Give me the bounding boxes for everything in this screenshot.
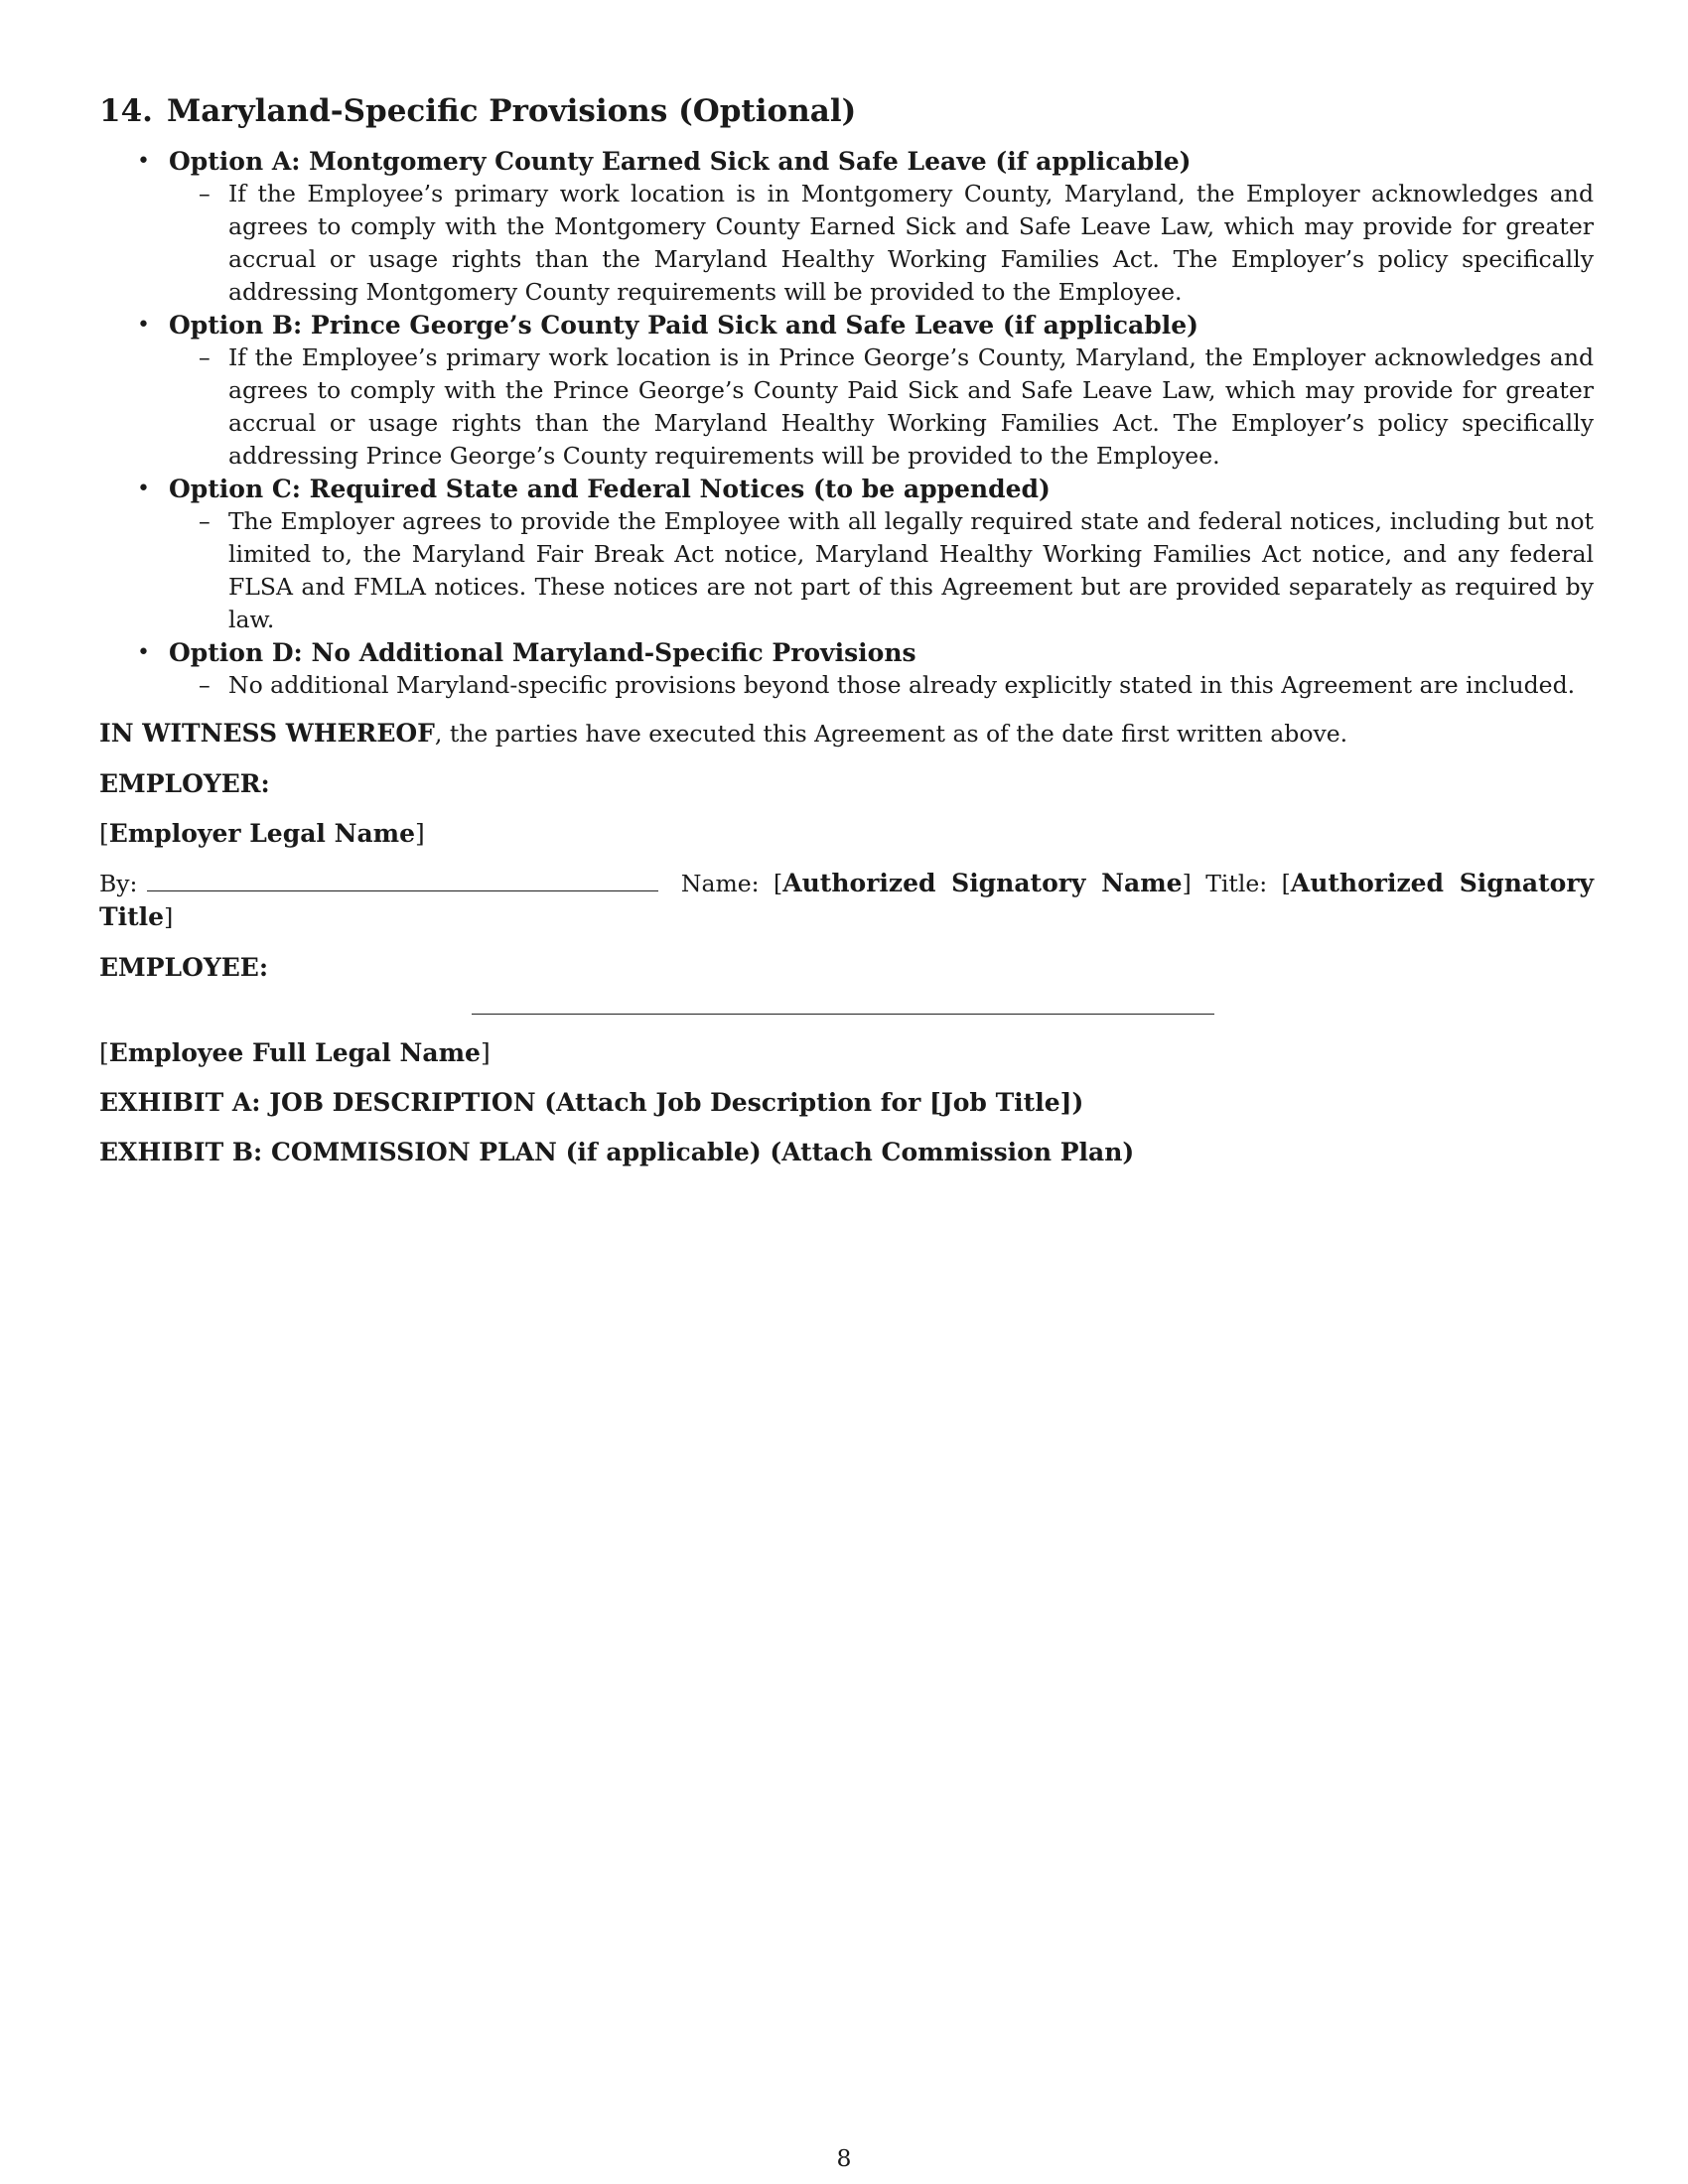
dash-icon: – <box>199 507 211 535</box>
document-page <box>99 91 1594 1168</box>
employer-heading: EMPLOYER: <box>99 769 270 798</box>
option-d <box>99 636 1594 702</box>
name-label: Name: <box>680 870 760 897</box>
signatory-title: Authorized Signatory Title <box>99 869 1595 931</box>
employee-heading: EMPLOYEE: <box>99 953 269 982</box>
option-text: – No additional Maryland-specific provisions beyond those already explicitly stated in this Agreement are included. <box>169 669 1594 702</box>
title-label: Title: <box>1205 870 1268 897</box>
employer-legal-name: Employer Legal Name <box>108 819 416 848</box>
witness-clause <box>99 717 1594 751</box>
page-number: 8 <box>836 2144 852 2172</box>
witness-lead: IN WITNESS WHEREOF <box>99 719 435 748</box>
section-heading <box>99 91 1594 131</box>
option-b <box>99 309 1594 473</box>
dash-icon: – <box>199 180 211 207</box>
bullet-icon: • <box>137 149 150 174</box>
by-label: By: <box>99 870 138 897</box>
option-c <box>99 473 1594 636</box>
bullet-icon: • <box>137 313 150 338</box>
option-text: – The Employer agrees to provide the Employee with all legally required state and federal notices, including but not limited to, the Maryland Fair Break Act notice, Maryland Healthy Working Families Act notice, and any federal FLSA and FMLA notices. These notices are not part of this Agreement but are provided separately as required by law. <box>199 507 1594 633</box>
employee-legal-name-line: [Employee Full Legal Name] <box>99 1038 491 1067</box>
employee-signature-line[interactable] <box>472 1014 1214 1015</box>
section-number: 14. <box>99 93 153 129</box>
section-title: Maryland-Specific Provisions (Optional) <box>166 93 857 129</box>
option-text: – If the Employee’s primary work location is in Prince George’s County, Maryland, the Employer acknowledges and agrees to comply with the Prince George’s County Paid Sick and Safe Leave Law, which may provide for greater accrual or usage rights than the Maryland Healthy Working Families Act. The Employer’s policy specifically addressing Prince George’s County requirements will be provided to the Employee. <box>199 343 1594 470</box>
dash-icon: – <box>199 671 211 699</box>
signatory-name: Authorized Signatory Name <box>782 869 1183 897</box>
options-list <box>99 145 1594 702</box>
option-title: Option D: No Additional Maryland-Specific Provisions <box>169 638 916 667</box>
dash-icon: – <box>199 343 211 371</box>
option-title: Option A: Montgomery County Earned Sick and Safe Leave (if applicable) <box>169 147 1192 176</box>
option-title: Option B: Prince George’s County Paid Sick and Safe Leave (if applicable) <box>169 311 1198 340</box>
bullet-icon: • <box>137 640 150 665</box>
option-text: – If the Employee’s primary work location is in Montgomery County, Maryland, the Employer acknowledges and agrees to comply with the Montgomery County Earned Sick and Safe Leave Law, which may provide for greater accrual or usage rights than the Maryland Healthy Working Families Act. The Employer’s policy specifically addressing Montgomery County requirements will be provided to the Employee. <box>199 180 1594 306</box>
employee-legal-name: Employee Full Legal Name <box>108 1038 481 1067</box>
employer-legal-name-line: [Employer Legal Name] <box>99 819 425 848</box>
employer-signature-line[interactable] <box>147 869 658 891</box>
exhibit-a: EXHIBIT A: JOB DESCRIPTION (Attach Job Description for [Job Title]) <box>99 1088 1084 1117</box>
bullet-icon: • <box>137 477 150 501</box>
option-title: Option C: Required State and Federal Notices (to be appended) <box>169 475 1051 503</box>
witness-text: , the parties have executed this Agreement as of the date first written above. <box>434 720 1348 748</box>
employer-signature-row: By: Name: [Authorized Signatory Name] Title: [Authorized Signatory Title] <box>99 869 1595 931</box>
option-a <box>99 145 1594 309</box>
exhibit-b: EXHIBIT B: COMMISSION PLAN (if applicable) (Attach Commission Plan) <box>99 1138 1135 1166</box>
